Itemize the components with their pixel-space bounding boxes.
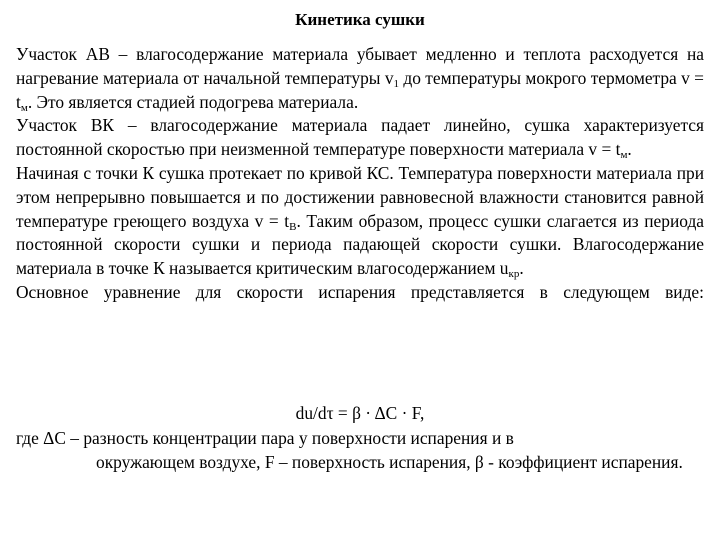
evaporation-rate-formula: du/dτ = β · ΔC · F, (295, 403, 425, 423)
paragraph-ks-text-3: . (519, 258, 524, 279)
paragraph-bk-text-2: . (627, 139, 632, 160)
paragraph-bk-text-1: Участок ВК – влагосодержание материала падает линейно, сушка характеризуется постоянной скоростью при неизменной температуре поверхности материала v = t (16, 115, 704, 160)
paragraph-ks-text-1: Начиная с точки К сушка протекает по кривой КС. Температура поверхности материала при этом непрерывно повышается и по достижении равновесной влажности становится равной температуре греющего воздуха v = t (16, 162, 704, 231)
formula-explanation-continuation: окружающем воздухе, F – поверхность испарения, β - коэффициент испарения. (96, 451, 683, 472)
formula-explanation (16, 427, 706, 475)
paragraph-ks-text-2: . Таким образом, процесс сушки слагается из периода постоянной скорости сушки и периода падающей скорости сушки. Влагосодержание материала в точке К называется критическим влагосодержанием u (16, 210, 705, 279)
paragraph-ab-text-2: до температуры мокрого термометра v = t (16, 67, 704, 112)
document-title: Кинетика сушки (295, 10, 425, 29)
paragraph-ab-text-3: . Это является стадией подогрева материала. (27, 91, 359, 112)
paragraph-main-equation-intro: Основное уравнение для скорости испарения представляется в следующем виде: (16, 281, 704, 302)
paragraph-section-ab (16, 43, 704, 114)
paragraph-ab-subscript-2: м (20, 101, 28, 114)
paragraph-ab-subscript-1: 1 (393, 77, 400, 90)
paragraph-ab-text-1: Участок АВ – влагосодержание материала убывает медленно и теплота расходуется на нагревание материала от начальной температуры v (16, 44, 704, 88)
paragraph-section-ks (16, 162, 704, 281)
paragraph-section-bk (16, 114, 704, 162)
paragraph-ks-subscript-1: В (289, 220, 297, 233)
paragraph-bk-subscript-1: м (620, 149, 628, 162)
document-body (16, 43, 704, 305)
paragraph-ks-subscript-2: кр (508, 268, 520, 281)
formula-explanation-first-line: где ΔС – разность концентрации пара у поверхности испарения и в (16, 428, 514, 448)
